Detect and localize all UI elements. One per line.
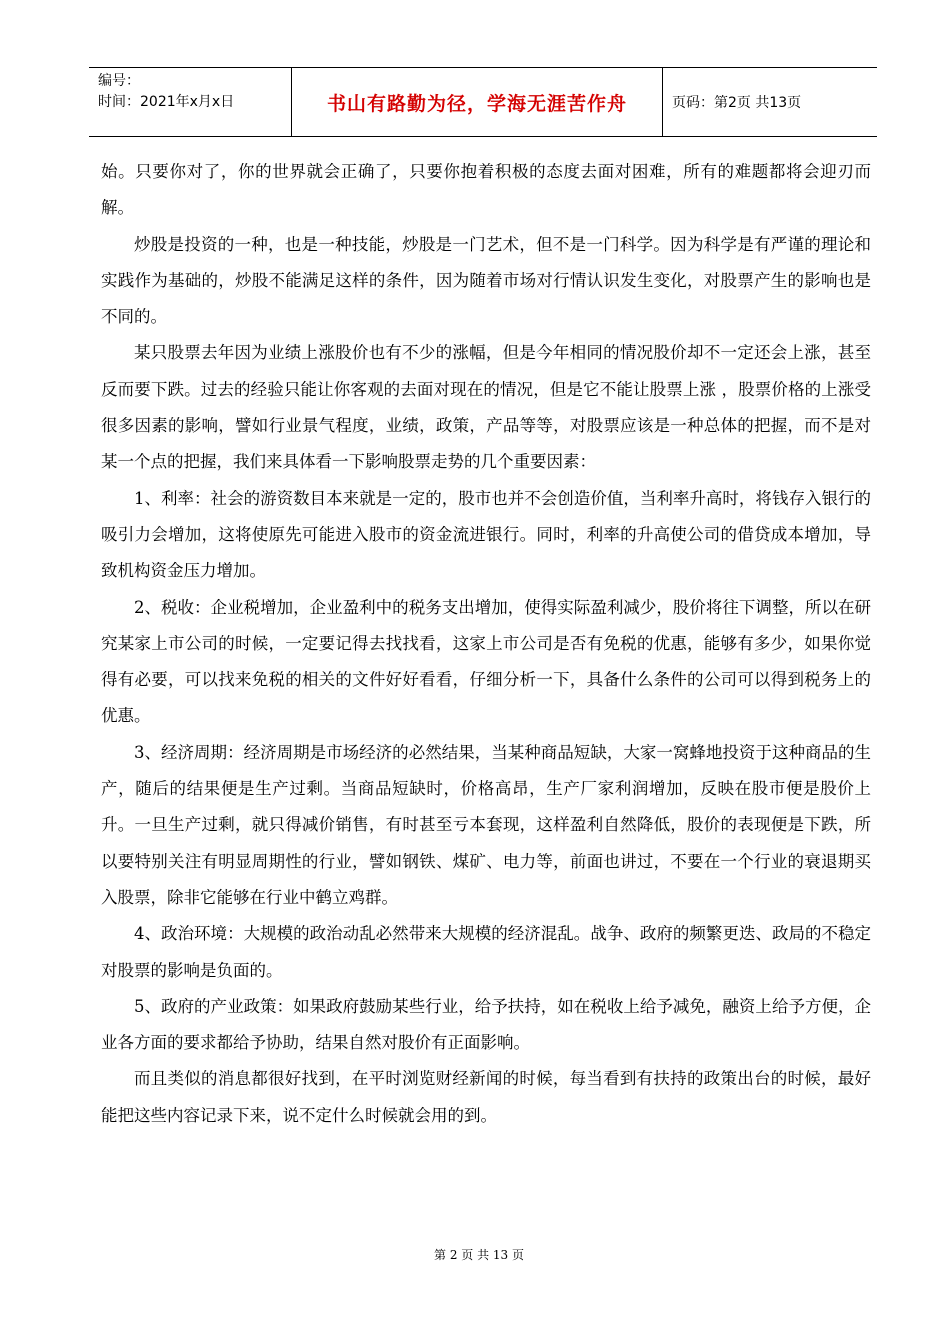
paragraph: 炒股是投资的一种，也是一种技能，炒股是一门艺术，但不是一门科学。因为科学是有严谨的理论和实践作为基础的，炒股不能满足这样的条件，因为随着市场对行情认识发生变化，对股票产生的影响也是不同的。 [101,234,871,327]
header-page-number: 页码：第2页 共13页 [672,95,802,111]
document-date-label: 时间：2021年x月x日 [98,94,235,110]
paragraph-interest-rate: 1、利率：社会的游资数目本来就是一定的，股市也并不会创造价值，当利率升高时，将钱存入银行的吸引力会增加，这将使原先可能进入股市的资金流进银行。同时，利率的升高使公司的借贷成本增加，导致机构资金压力增加。 [101,488,871,581]
header-meta [89,68,291,136]
document-body [101,154,871,1134]
paragraph-tax: 2、税收：企业税增加，企业盈利中的税务支出增加，使得实际盈利减少，股价将往下调整，所以在研究某家上市公司的时候，一定要记得去找找看，这家上市公司是否有免税的优惠，能够有多少，如果你觉得有必要，可以找来免税的相关的文件好好看看，仔细分析一下，具备什么条件的公司可以得到税务上的优惠。 [101,597,871,726]
page-footer: 第 2 页 共 13 页 [434,1248,524,1262]
page-header [89,67,877,137]
document-number-label: 编号： [98,73,140,89]
paragraph: 始。只要你对了，你的世界就会正确了，只要你抱着积极的态度去面对困难，所有的难题都将会迎刃而解。 [101,162,871,218]
paragraph-industry-policy: 5、政府的产业政策：如果政府鼓励某些行业，给予扶持，如在税收上给予减免，融资上给予方便，企业各方面的要求都给予协助，结果自然对股价有正面影响。 [101,996,871,1053]
paragraph-political-environment: 4、政治环境：大规模的政治动乱必然带来大规模的经济混乱。战争、政府的频繁更迭、政局的不稳定对股票的影响是负面的。 [101,924,871,980]
paragraph: 而且类似的消息都很好找到，在平时浏览财经新闻的时候，每当看到有扶持的政策出台的时候，最好能把这些内容记录下来，说不定什么时候就会用的到。 [101,1069,871,1125]
paragraph: 某只股票去年因为业绩上涨股价也有不少的涨幅，但是今年相同的情况股价却不一定还会上涨，甚至反而要下跌。过去的经验只能让你客观的去面对现在的情况，但是它不能让股票上涨 ，股票价格的上涨受很多因素的影响，譬如行业景气程度，业绩，政策，产品等等，对股票应该是一种总体的把握，而不是对某一个点的把握，我们来具体看一下影响股票走势的几个重要因素： [101,343,871,472]
paragraph-economic-cycle: 3、经济周期：经济周期是市场经济的必然结果，当某种商品短缺，大家一窝蜂地投资于这种商品的生产，随后的结果便是生产过剩。当商品短缺时，价格高昂，生产厂家利润增加，反映在股市便是股价上升。一旦生产过剩，就只得减价销售，有时甚至亏本套现，这样盈利自然降低，股价的表现便是下跌，所以要特别关注有明显周期性的行业，譬如钢铁、煤矿、电力等，前面也讲过，不要在一个行业的衰退期买入股票，除非它能够在行业中鹤立鸡群。 [101,742,871,907]
header-motto: 书山有路勤为径，学海无涯苦作舟 [291,68,663,136]
